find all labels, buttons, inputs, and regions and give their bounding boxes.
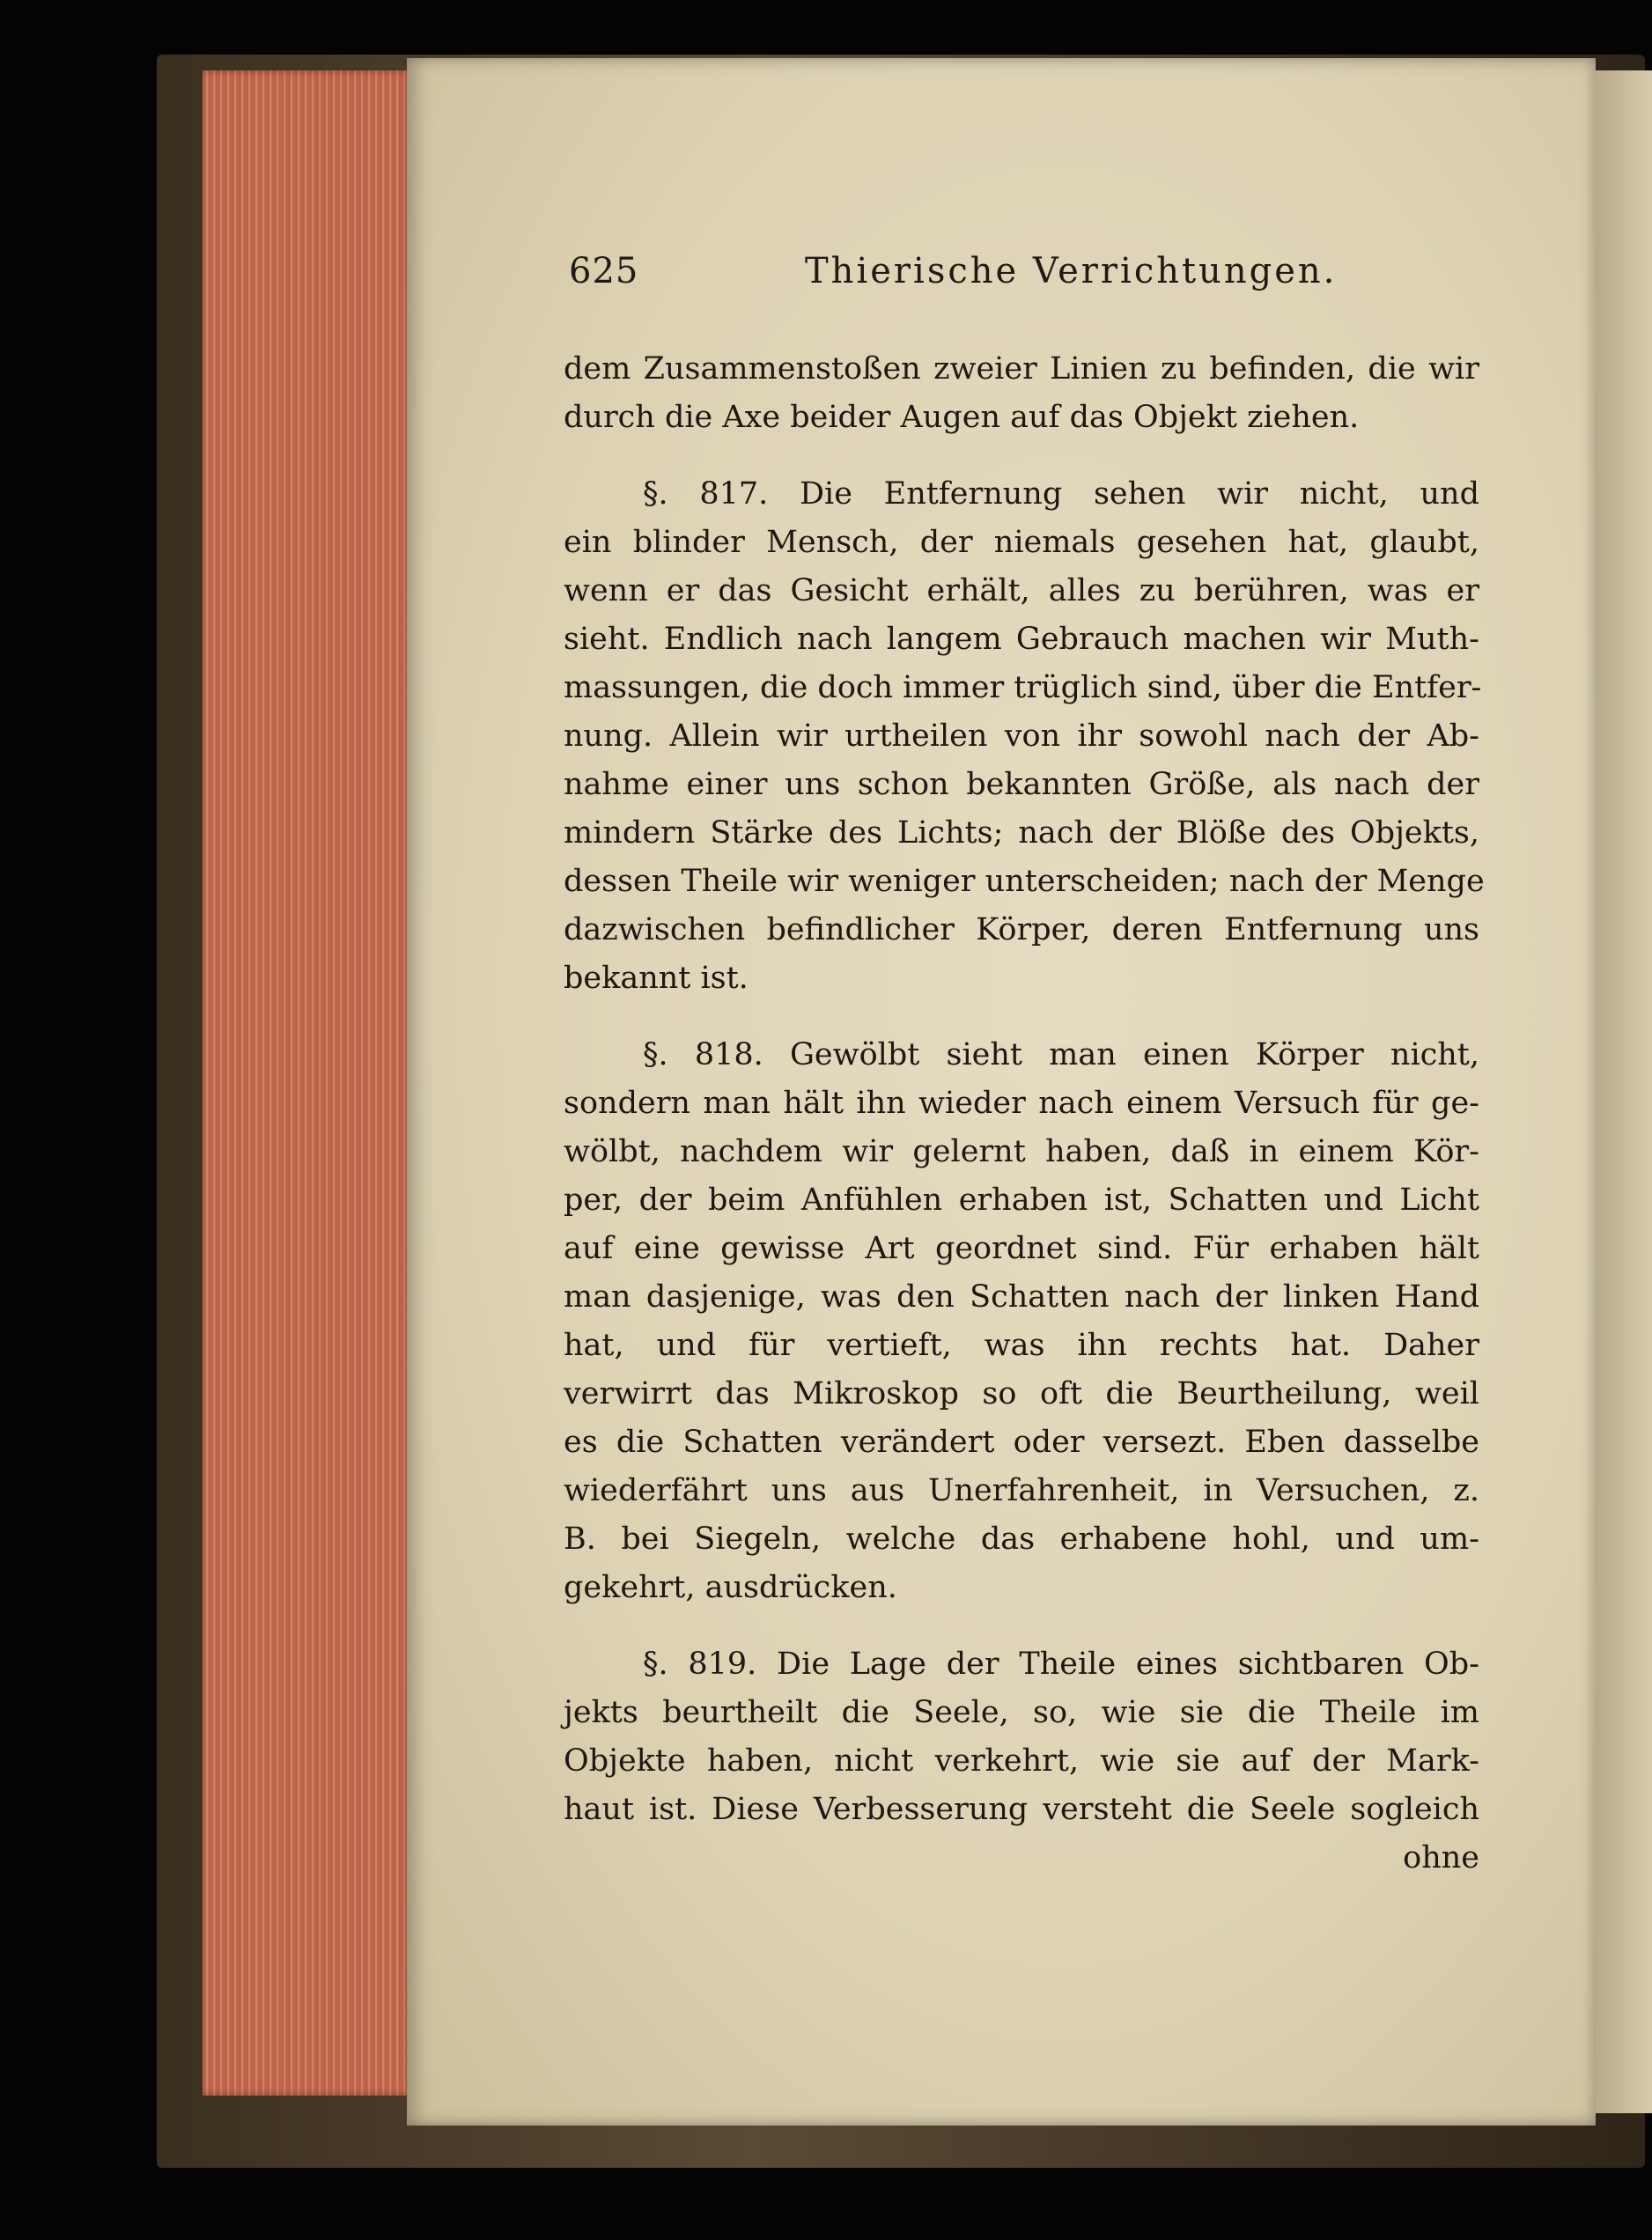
text-line: wenn er das Gesicht erhält, alles zu berühren, was er <box>564 573 1479 608</box>
paragraph-817-start: §. 817. Die Entfernung sehen wir nicht, und <box>643 476 1479 512</box>
text-line: nahme einer uns schon bekannten Größe, als nach der <box>564 767 1479 802</box>
text-line: Objekte haben, nicht verkehrt, wie sie auf der Mark- <box>564 1743 1479 1779</box>
paragraph-818-start: §. 818. Gewölbt sieht man einen Körper nicht, <box>643 1037 1479 1072</box>
page-number: 625 <box>569 251 639 291</box>
text-line: wölbt, nachdem wir gelernt haben, daß in einem Kör- <box>564 1134 1479 1169</box>
paragraph-819-start: §. 819. Die Lage der Theile eines sichtbaren Ob- <box>643 1647 1479 1682</box>
text-line: verwirrt das Mikroskop so oft die Beurtheilung, weil <box>564 1376 1479 1411</box>
page-block-edge <box>203 70 414 2096</box>
text-line: ein blinder Mensch, der niemals gesehen hat, glaubt, <box>564 525 1479 560</box>
text-line: man dasjenige, was den Schatten nach der linken Hand <box>564 1279 1479 1315</box>
text-line: durch die Axe beider Augen auf das Objekt ziehen. <box>564 400 1360 435</box>
running-head <box>569 251 1458 304</box>
text-line: sondern man hält ihn wieder nach einem Versuch für ge- <box>564 1086 1479 1121</box>
text-line: mindern Stärke des Lichts; nach der Blöße des Objekts, <box>564 815 1479 851</box>
text-line: B. bei Siegeln, welche das erhabene hohl, und um- <box>564 1522 1479 1557</box>
text-line: hat, und für vertieft, was ihn rechts hat. Daher <box>564 1328 1479 1363</box>
text-line: wiederfährt uns aus Unerfahrenheit, in Versuchen, z. <box>564 1473 1479 1508</box>
text-line: nung. Allein wir urtheilen von ihr sowohl nach der Ab- <box>564 718 1479 754</box>
text-line: haut ist. Diese Verbesserung versteht die Seele sogleich <box>564 1792 1479 1827</box>
body-text <box>564 345 1485 1883</box>
text-line: auf eine gewisse Art geordnet sind. Für erhaben hält <box>564 1231 1479 1266</box>
catchword: ohne <box>1403 1840 1479 1875</box>
text-line: massungen, die doch immer trüglich sind, über die Entfer- <box>564 670 1482 705</box>
text-line: sieht. Endlich nach langem Gebrauch machen wir Muth- <box>564 622 1479 657</box>
text-line: per, der beim Anfühlen erhaben ist, Schatten und Licht <box>564 1183 1479 1218</box>
facing-page-edge <box>1596 70 1652 2113</box>
text-line: dessen Theile wir weniger unterscheiden; nach der Menge <box>564 864 1485 899</box>
text-line: dem Zusammenstoßen zweier Linien zu befinden, die wir <box>564 351 1479 387</box>
text-line: jekts beurtheilt die Seele, so, wie sie die Theile im <box>564 1695 1479 1730</box>
text-line: es die Schatten verändert oder versezt. Eben dasselbe <box>564 1425 1479 1460</box>
running-title: Thierische Verrichtungen. <box>805 251 1338 291</box>
text-line: dazwischen befindlicher Körper, deren Entfernung uns <box>564 912 1479 947</box>
text-line: bekannt ist. <box>564 961 749 996</box>
text-line: gekehrt, ausdrücken. <box>564 1570 897 1605</box>
